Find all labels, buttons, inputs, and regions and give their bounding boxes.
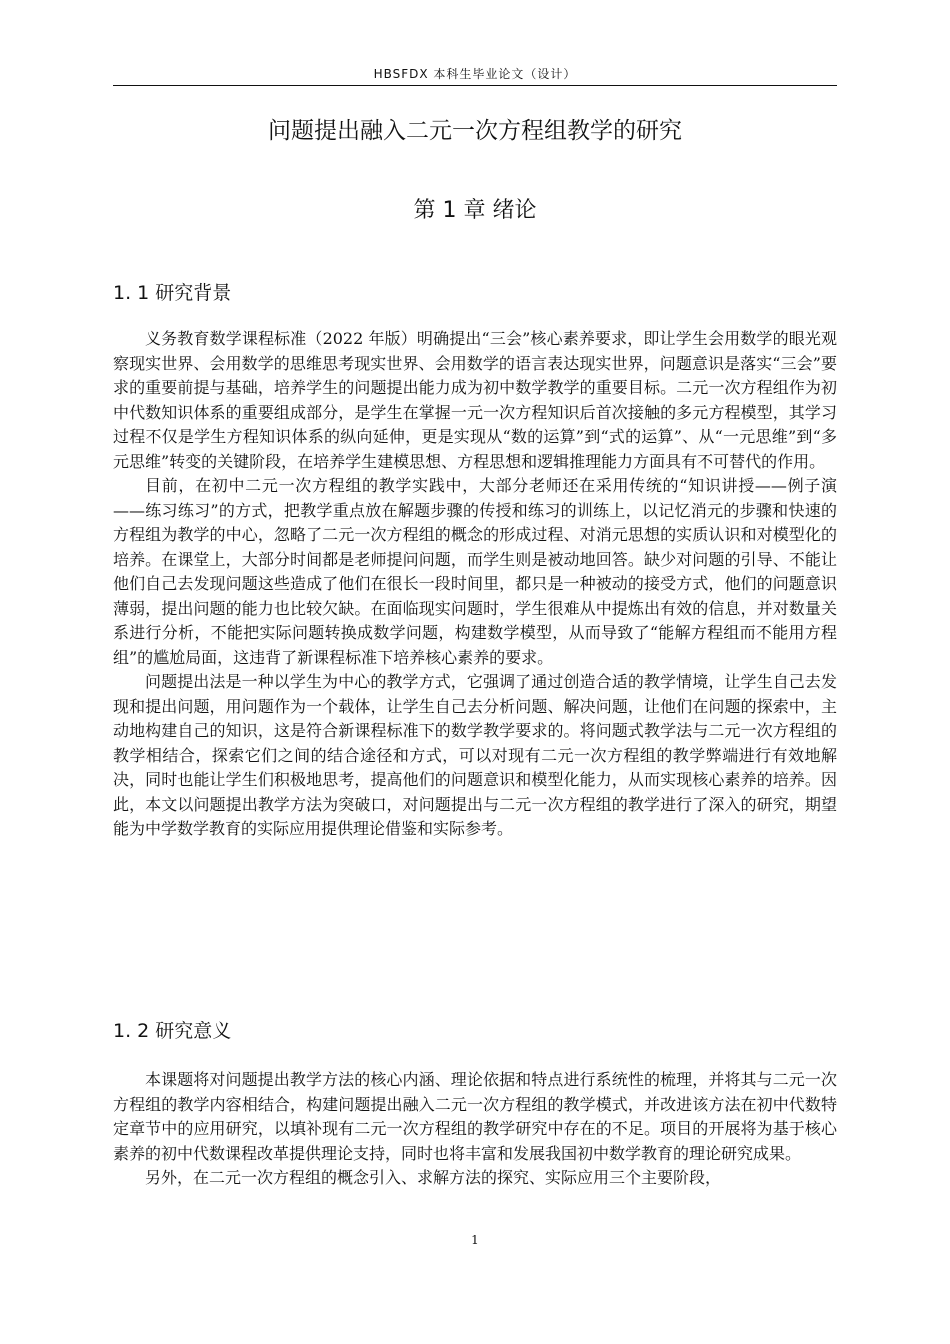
section-body-significance <box>113 1068 837 1191</box>
section-heading-background: 1. 1 研究背景 <box>113 282 232 304</box>
header-rule <box>113 85 837 86</box>
paragraph: 问题提出法是一种以学生为中心的教学方式，它强调了通过创造合适的教学情境，让学生自己去发现和提出问题，用问题作为一个载体，让学生自己去分析问题、解决问题，让他们在问题的探索中，主动地构建自己的知识，这是符合新课程标准下的数学教学要求的。将问题式教学法与二元一次方程组的教学相结合，探索它们之间的结合途径和方式，可以对现有二元一次方程组的教学弊端进行有效地解决，同时也能让学生们积极地思考，提高他们的问题意识和模型化能力，从而实现核心素养的培养。因此，本文以问题提出教学方法为突破口，对问题提出与二元一次方程组的教学进行了深入的研究，期望能为中学数学教育的实际应用提供理论借鉴和实际参考。 <box>113 672 837 838</box>
section-body-background <box>113 327 837 842</box>
page-number: 1 <box>471 1233 479 1247</box>
chapter-title: 第 1 章 绪论 <box>413 198 537 223</box>
paragraph: 另外，在二元一次方程组的概念引入、求解方法的探究、实际应用三个主要阶段， <box>145 1168 722 1187</box>
paragraph: 目前，在初中二元一次方程组的教学实践中，大部分老师还在采用传统的“知识讲授——例子演——练习练习”的方式，把教学重点放在解题步骤的传授和练习的训练上，以记忆消元的步骤和快速的方程组为教学的中心，忽略了二元一次方程组的概念的形成过程、对消元思想的实质认识和对模型化的培养。在课堂上，大部分时间都是老师提问问题，而学生则是被动地回答。缺少对问题的引导、不能让他们自己去发现问题这些造成了他们在很长一段时间里，都只是一种被动的接受方式，他们的问题意识薄弱，提出问题的能力也比较欠缺。在面临现实问题时，学生很难从中提炼出有效的信息，并对数量关系进行分析，不能把实际问题转换成数学问题，构建数学模型，从而导致了“能解方程组而不能用方程组”的尴尬局面，这违背了新课程标准下培养核心素养的要求。 <box>113 476 837 667</box>
paragraph: 义务教育数学课程标准（2022 年版）明确提出“三会”核心素养要求，即让学生会用数学的眼光观察现实世界、会用数学的思维思考现实世界、会用数学的语言表达现实世界，问题意识是落实“三会”要求的重要前提与基础，培养学生的问题提出能力成为初中数学教学的重要目标。二元一次方程组作为初中代数知识体系的重要组成部分，是学生在掌握一元一次方程知识后首次接触的多元方程模型，其学习过程不仅是学生方程知识体系的纵向延伸，更是实现从“数的运算”到“式的运算”、从“一元思维”到“多元思维”转变的关键阶段，在培养学生建模思想、方程思想和逻辑推理能力方面具有不可替代的作用。 <box>113 329 837 471</box>
paragraph: 本课题将对问题提出教学方法的核心内涵、理论依据和特点进行系统性的梳理，并将其与二元一次方程组的教学内容相结合，构建问题提出融入二元一次方程组的教学模式，并改进该方法在初中代数特定章节中的应用研究，以填补现有二元一次方程组的教学研究中存在的不足。项目的开展将为基于核心素养的初中代数课程改革提供理论支持，同时也将丰富和发展我国初中数学教育的理论研究成果。 <box>113 1070 837 1163</box>
section-heading-significance: 1. 2 研究意义 <box>113 1020 232 1042</box>
paper-title: 问题提出融入二元一次方程组教学的研究 <box>268 118 682 144</box>
running-header: HBSFDX 本科生毕业论文（设计） <box>373 67 577 81</box>
